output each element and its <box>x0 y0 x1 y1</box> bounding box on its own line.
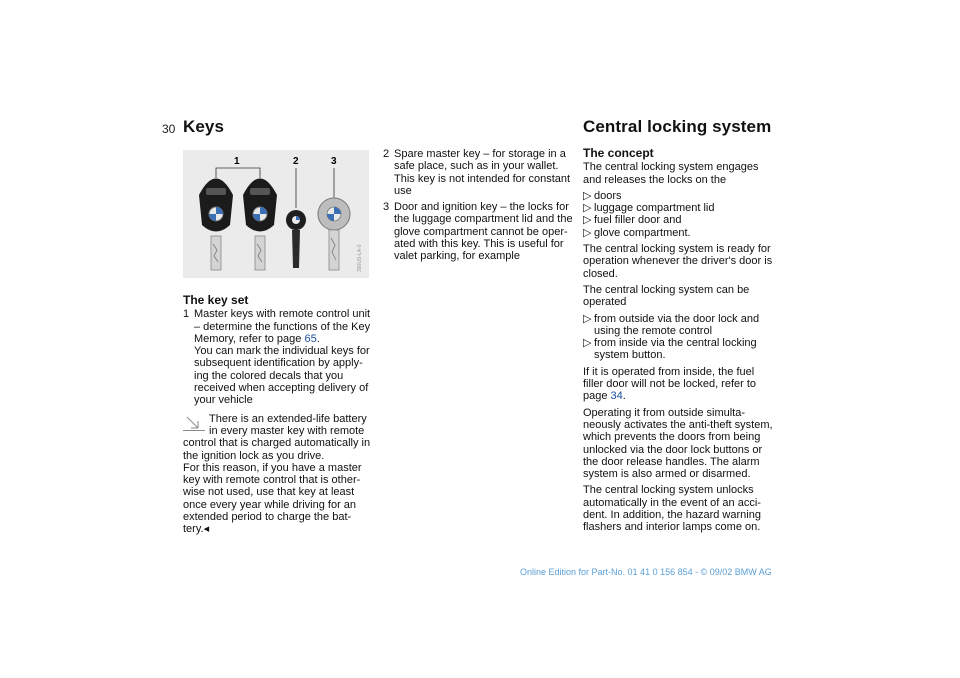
operation-modes-list <box>583 313 783 362</box>
list-item: ▷ fuel filler door and <box>583 214 682 227</box>
keys-heading: Keys <box>183 117 225 136</box>
accident-paragraph: The central locking system unlocks automatically in the event of an acci- dent. In addition, the hazard warning flashers and interior lamps come on. <box>583 484 761 534</box>
page-65-link[interactable]: 65 <box>304 332 317 345</box>
ready-paragraph: The central locking system is ready for operation whenever the driver's door is closed. <box>583 243 773 280</box>
list-item: ▷ from outside via the door lock and using the remote control <box>583 312 760 337</box>
list-item-1: 1 Master keys with remote control unit – determine the functions of the Key Memory, refer to page 65. You can mark the individual keys for subsequent identification by apply- ing the colored decals that you received when accepting delivery of your vehicle <box>183 308 371 407</box>
operated-paragraph: The central locking system can be operated <box>583 283 750 309</box>
callout-3: 3 <box>331 156 337 167</box>
list-item: ▷ luggage compartment lid <box>583 202 715 215</box>
note-hint-icon <box>183 415 205 431</box>
key-set-section <box>183 294 375 536</box>
master-key-left-icon <box>199 179 233 271</box>
list-item-3: 3 Door and ignition key – the locks for the luggage compartment lid and the glove compartment cannot be oper- ated with this key. This is useful for valet parking, for example <box>383 201 573 263</box>
page-34-link[interactable]: 34 <box>610 390 623 403</box>
list-item: ▷ from inside via the central locking system button. <box>583 337 757 362</box>
list-item: ▷ glove compartment. <box>583 226 691 239</box>
door-ignition-key-icon <box>318 198 350 270</box>
central-locking-heading: Central locking system <box>583 117 772 136</box>
keys-drawing <box>183 150 369 278</box>
lock-targets-list <box>583 190 783 239</box>
list-item-2: 2 Spare master key – for storage in a safe place, such as in your wallet. This key is not intended for constant use <box>383 148 571 197</box>
bullet-arrow-icon: ▷ <box>583 189 592 202</box>
key-descriptions <box>383 148 578 267</box>
concept-section <box>583 147 783 538</box>
key-set-title: The key set <box>183 293 249 307</box>
figure-code: 390US-LA-0 <box>357 244 363 272</box>
spare-key-icon <box>286 210 306 268</box>
concept-intro: The central locking system engages and releases the locks on the <box>583 161 759 186</box>
key-set-illustration <box>183 150 369 278</box>
inside-paragraph: If it is operated from inside, the fuel filler door will not be locked, refer to page 34. <box>583 365 757 403</box>
callout-1-bracket <box>216 168 260 178</box>
callout-2: 2 <box>293 156 299 167</box>
bullet-arrow-icon: ▷ <box>583 214 592 227</box>
end-mark: ◂ <box>203 523 210 536</box>
callout-1: 1 <box>234 156 240 167</box>
page-number: 30 <box>162 122 176 136</box>
master-key-right-icon <box>243 179 277 271</box>
bullet-arrow-icon: ▷ <box>583 312 592 325</box>
concept-title: The concept <box>583 146 654 160</box>
outside-paragraph: Operating it from outside simulta- neously activates the anti-theft system, which prevents the doors from being unlocked via the door lock buttons or the door release handles. The alarm system is also armed or disarmed. <box>583 406 773 481</box>
battery-note: There is an extended-life battery in every master key with remote control that is charged automatically in the ignition lock as you drive. For this reason, if you have a master key with remote control that is other- wise not used, use that key at least once every year while driving for an extended period to charge the bat- tery.◂ <box>183 412 371 536</box>
bullet-arrow-icon: ▷ <box>583 337 592 350</box>
list-item: ▷ doors <box>583 189 622 202</box>
bullet-arrow-icon: ▷ <box>583 202 592 215</box>
bullet-arrow-icon: ▷ <box>583 226 592 239</box>
footer-edition-note: Online Edition for Part-No. 01 41 0 156 854 - © 09/02 BMW AG <box>520 567 772 577</box>
